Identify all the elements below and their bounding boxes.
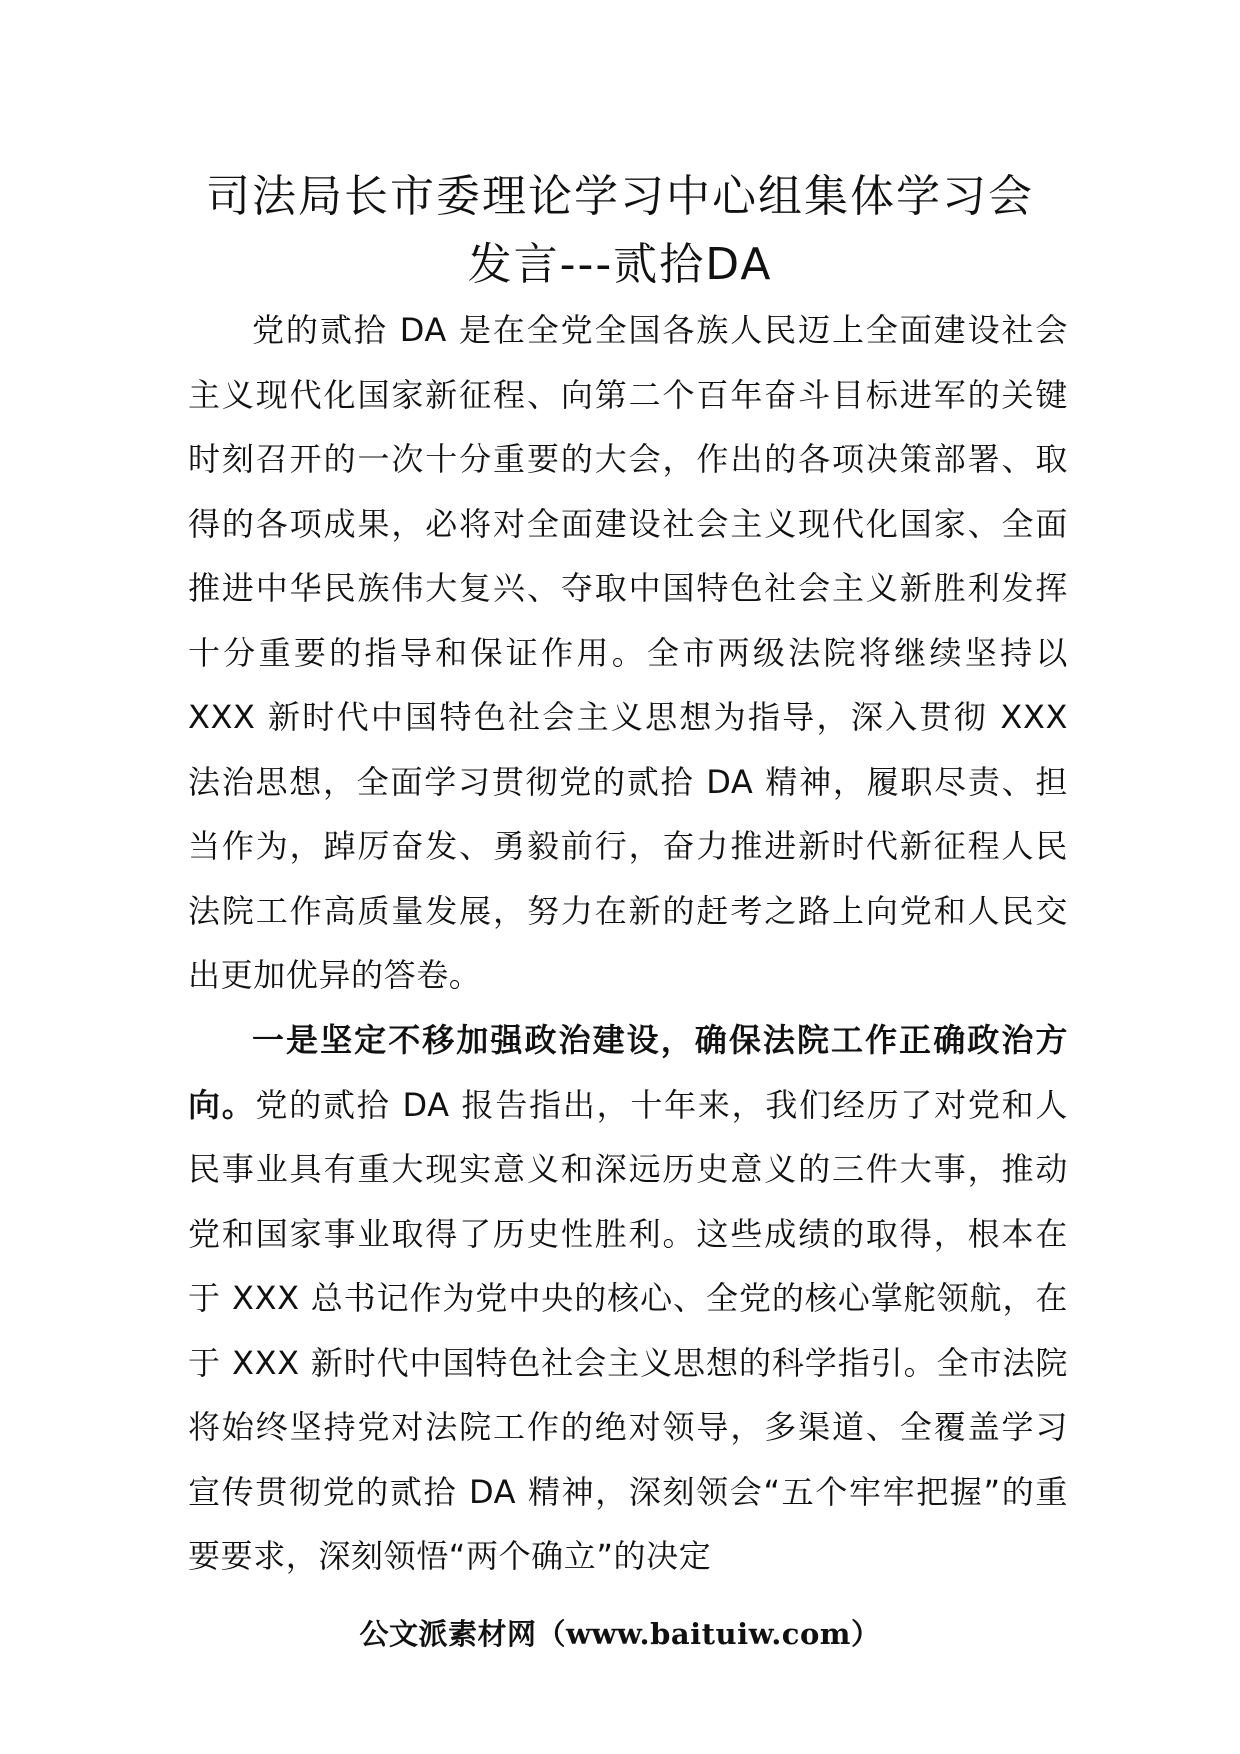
paragraph-2-text: 党的贰拾 DA 报告指出，十年来，我们经历了对党和人民事业具有重大现实意义和深远历史意义的三件大事，推动党和国家事业取得了历史性胜利。这些成绩的取得，根本在于 XXX 总书记作为党中央的核心、全党的核心掌舵领航，在于 XXX 新时代中国特色社会主义思想的科学指引。全市法院将始终坚持党对法院工作的绝对领导，多渠道、全覆盖学习宣传贯彻党的贰拾 DA 精神，深刻领会“五个牢牢把握”的重要要求，深刻领悟“两个确立”的决定 [188, 1085, 1068, 1575]
paragraph-1-text: 党的贰拾 DA 是在全党全国各族人民迈上全面建设社会主义现代化国家新征程、向第二个百年奋斗目标进军的关键时刻召开的一次十分重要的大会，作出的各项决策部署、取得的各项成果，必将对全面建设社会主义现代化国家、全面推进中华民族伟大复兴、夺取中国特色社会主义新胜利发挥十分重要的指导和保证作用。全市两级法院将继续坚持以 XXX 新时代中国特色社会主义思想为指导，深入贯彻 XXX 法治思想，全面学习贯彻党的贰拾 DA 精神，履职尽责、担当作为，踔厉奋发、勇毅前行，奋力推进新时代新征程人民法院工作高质量发展，努力在新的赶考之路上向党和人民交出更加优异的答卷。 [188, 311, 1068, 994]
document-title-line-1: 司法局长市委理论学习中心组集体学习会 [206, 171, 1034, 222]
paragraph-2 [188, 1008, 1068, 1589]
paragraph-2-lead: 一是坚定不移加强政治建设，确保法院工作正确政治方向。 [188, 1021, 1068, 1124]
footer-watermark: 公文派素材网（www.baituiw.com） [359, 1617, 881, 1651]
paragraph-1 [188, 298, 1068, 1008]
document-title-line-2: 发言---贰拾DA [467, 239, 773, 290]
